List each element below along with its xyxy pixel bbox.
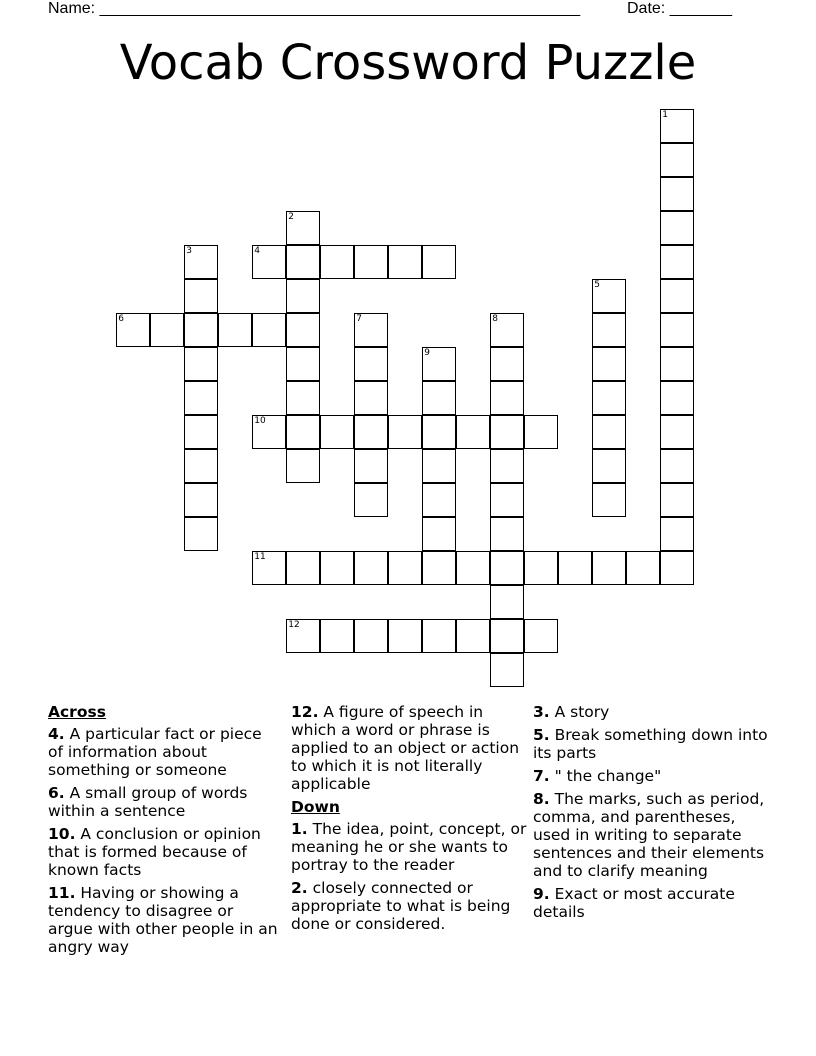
grid-cell[interactable] bbox=[184, 381, 218, 415]
down-heading: Down bbox=[291, 798, 340, 816]
cell-number: 12 bbox=[288, 620, 300, 631]
grid-cell[interactable] bbox=[592, 313, 626, 347]
clues-column-1 bbox=[48, 703, 280, 961]
grid-cell[interactable] bbox=[184, 313, 218, 347]
grid-cell[interactable] bbox=[490, 653, 524, 687]
grid-cell[interactable] bbox=[286, 347, 320, 381]
grid-cell[interactable] bbox=[660, 245, 694, 279]
grid-cell[interactable] bbox=[388, 415, 422, 449]
grid-cell[interactable] bbox=[422, 245, 456, 279]
grid-cell[interactable] bbox=[422, 619, 456, 653]
grid-cell[interactable] bbox=[660, 449, 694, 483]
grid-cell[interactable] bbox=[490, 449, 524, 483]
clue-across-12: 12. A figure of speech in which a word or phrase is applied to an object or action to which it is not literally applicable bbox=[291, 703, 520, 793]
grid-cell[interactable] bbox=[184, 517, 218, 551]
clue-down-2: 2. closely connected or appropriate to what is being done or considered. bbox=[291, 879, 511, 933]
clues-column-2 bbox=[291, 703, 527, 938]
grid-cell[interactable] bbox=[252, 551, 286, 585]
grid-cell[interactable] bbox=[150, 313, 184, 347]
grid-cell[interactable] bbox=[218, 313, 252, 347]
clues-column-3 bbox=[533, 703, 773, 926]
grid-cell[interactable] bbox=[490, 517, 524, 551]
grid-cell[interactable] bbox=[286, 211, 320, 245]
clue-across-4: 4. A particular fact or piece of information about something or someone bbox=[48, 725, 262, 779]
grid-cell[interactable] bbox=[354, 415, 388, 449]
grid-cell[interactable] bbox=[660, 109, 694, 143]
grid-cell[interactable] bbox=[184, 483, 218, 517]
grid-cell[interactable] bbox=[456, 415, 490, 449]
grid-cell[interactable] bbox=[660, 279, 694, 313]
grid-cell[interactable] bbox=[422, 347, 456, 381]
grid-cell[interactable] bbox=[184, 449, 218, 483]
grid-cell[interactable] bbox=[354, 313, 388, 347]
grid-cell[interactable] bbox=[660, 381, 694, 415]
grid-cell[interactable] bbox=[422, 483, 456, 517]
grid-cell[interactable] bbox=[184, 415, 218, 449]
grid-cell[interactable] bbox=[660, 347, 694, 381]
grid-cell[interactable] bbox=[660, 517, 694, 551]
grid-cell[interactable] bbox=[320, 415, 354, 449]
grid-cell[interactable] bbox=[660, 483, 694, 517]
grid-cell[interactable] bbox=[592, 483, 626, 517]
grid-cell[interactable] bbox=[592, 551, 626, 585]
grid-cell[interactable] bbox=[184, 347, 218, 381]
clue-down-1: 1. The idea, point, concept, or meaning he or she wants to portray to the reader bbox=[291, 820, 527, 874]
clue-down-3: 3. A story bbox=[533, 703, 610, 721]
grid-cell[interactable] bbox=[286, 245, 320, 279]
grid-cell[interactable] bbox=[660, 415, 694, 449]
cell-number: 2 bbox=[288, 212, 294, 223]
grid-cell[interactable] bbox=[354, 619, 388, 653]
grid-cell[interactable] bbox=[592, 347, 626, 381]
grid-cell[interactable] bbox=[422, 449, 456, 483]
cell-number: 7 bbox=[356, 314, 362, 325]
grid-cell[interactable] bbox=[490, 585, 524, 619]
cell-number: 6 bbox=[118, 314, 124, 325]
grid-cell[interactable] bbox=[422, 415, 456, 449]
grid-cell[interactable] bbox=[286, 313, 320, 347]
grid-cell[interactable] bbox=[388, 245, 422, 279]
grid-cell[interactable] bbox=[490, 483, 524, 517]
grid-cell[interactable] bbox=[592, 279, 626, 313]
grid-cell[interactable] bbox=[592, 449, 626, 483]
grid-cell[interactable] bbox=[524, 551, 558, 585]
grid-cell[interactable] bbox=[286, 415, 320, 449]
clue-across-11: 11. Having or showing a tendency to disagree or argue with other people in an angry way bbox=[48, 884, 278, 956]
grid-cell[interactable] bbox=[286, 381, 320, 415]
grid-cell[interactable] bbox=[252, 415, 286, 449]
cell-number: 10 bbox=[254, 416, 266, 427]
grid-cell[interactable] bbox=[422, 381, 456, 415]
grid-cell[interactable] bbox=[422, 517, 456, 551]
grid-cell[interactable] bbox=[490, 313, 524, 347]
name-line: Name: ______________________________________________________ bbox=[48, 0, 581, 17]
grid-cell[interactable] bbox=[286, 449, 320, 483]
cell-number: 4 bbox=[254, 246, 260, 257]
grid-cell[interactable] bbox=[660, 177, 694, 211]
cell-number: 5 bbox=[594, 280, 600, 291]
cell-number: 9 bbox=[424, 348, 430, 359]
date-line: Date: _______ bbox=[627, 0, 732, 17]
grid-cell[interactable] bbox=[490, 551, 524, 585]
grid-cell[interactable] bbox=[490, 347, 524, 381]
cell-number: 1 bbox=[662, 110, 668, 121]
grid-cell[interactable] bbox=[388, 619, 422, 653]
grid-cell[interactable] bbox=[660, 551, 694, 585]
grid-cell[interactable] bbox=[524, 415, 558, 449]
grid-cell[interactable] bbox=[592, 381, 626, 415]
cell-number: 8 bbox=[492, 314, 498, 325]
grid-cell[interactable] bbox=[286, 619, 320, 653]
grid-cell[interactable] bbox=[320, 245, 354, 279]
grid-cell[interactable] bbox=[660, 313, 694, 347]
grid-cell[interactable] bbox=[592, 415, 626, 449]
grid-cell[interactable] bbox=[660, 211, 694, 245]
grid-cell[interactable] bbox=[116, 313, 150, 347]
grid-cell[interactable] bbox=[422, 551, 456, 585]
cell-number: 3 bbox=[186, 246, 192, 257]
clue-down-9: 9. Exact or most accurate details bbox=[533, 885, 735, 921]
grid-cell[interactable] bbox=[490, 415, 524, 449]
grid-cell[interactable] bbox=[252, 245, 286, 279]
grid-cell[interactable] bbox=[320, 551, 354, 585]
grid-cell[interactable] bbox=[626, 551, 660, 585]
grid-cell[interactable] bbox=[320, 619, 354, 653]
grid-cell[interactable] bbox=[490, 381, 524, 415]
clue-down-8: 8. The marks, such as period, comma, and parentheses, used in writing to separate sentences and their elements and to clarify meaning bbox=[533, 790, 765, 880]
grid-cell[interactable] bbox=[184, 279, 218, 313]
grid-cell[interactable] bbox=[354, 381, 388, 415]
grid-cell[interactable] bbox=[354, 483, 388, 517]
grid-cell[interactable] bbox=[286, 551, 320, 585]
grid-cell[interactable] bbox=[354, 449, 388, 483]
grid-cell[interactable] bbox=[252, 313, 286, 347]
grid-cell[interactable] bbox=[388, 551, 422, 585]
grid-cell[interactable] bbox=[456, 551, 490, 585]
grid-cell[interactable] bbox=[456, 619, 490, 653]
clue-across-10: 10. A conclusion or opinion that is formed because of known facts bbox=[48, 825, 261, 879]
grid-cell[interactable] bbox=[354, 551, 388, 585]
grid-cell[interactable] bbox=[558, 551, 592, 585]
clue-down-7: 7. " the change" bbox=[533, 767, 662, 785]
grid-cell[interactable] bbox=[184, 245, 218, 279]
grid-cell[interactable] bbox=[490, 619, 524, 653]
across-heading: Across bbox=[48, 703, 106, 721]
cell-number: 11 bbox=[254, 552, 266, 563]
clue-across-6: 6. A small group of words within a sentence bbox=[48, 784, 248, 820]
grid-cell[interactable] bbox=[354, 245, 388, 279]
grid-cell[interactable] bbox=[354, 347, 388, 381]
clue-down-5: 5. Break something down into its parts bbox=[533, 726, 768, 762]
grid-cell[interactable] bbox=[286, 279, 320, 313]
page-title: Vocab Crossword Puzzle bbox=[119, 35, 697, 91]
grid-cell[interactable] bbox=[660, 143, 694, 177]
grid-cell[interactable] bbox=[524, 619, 558, 653]
